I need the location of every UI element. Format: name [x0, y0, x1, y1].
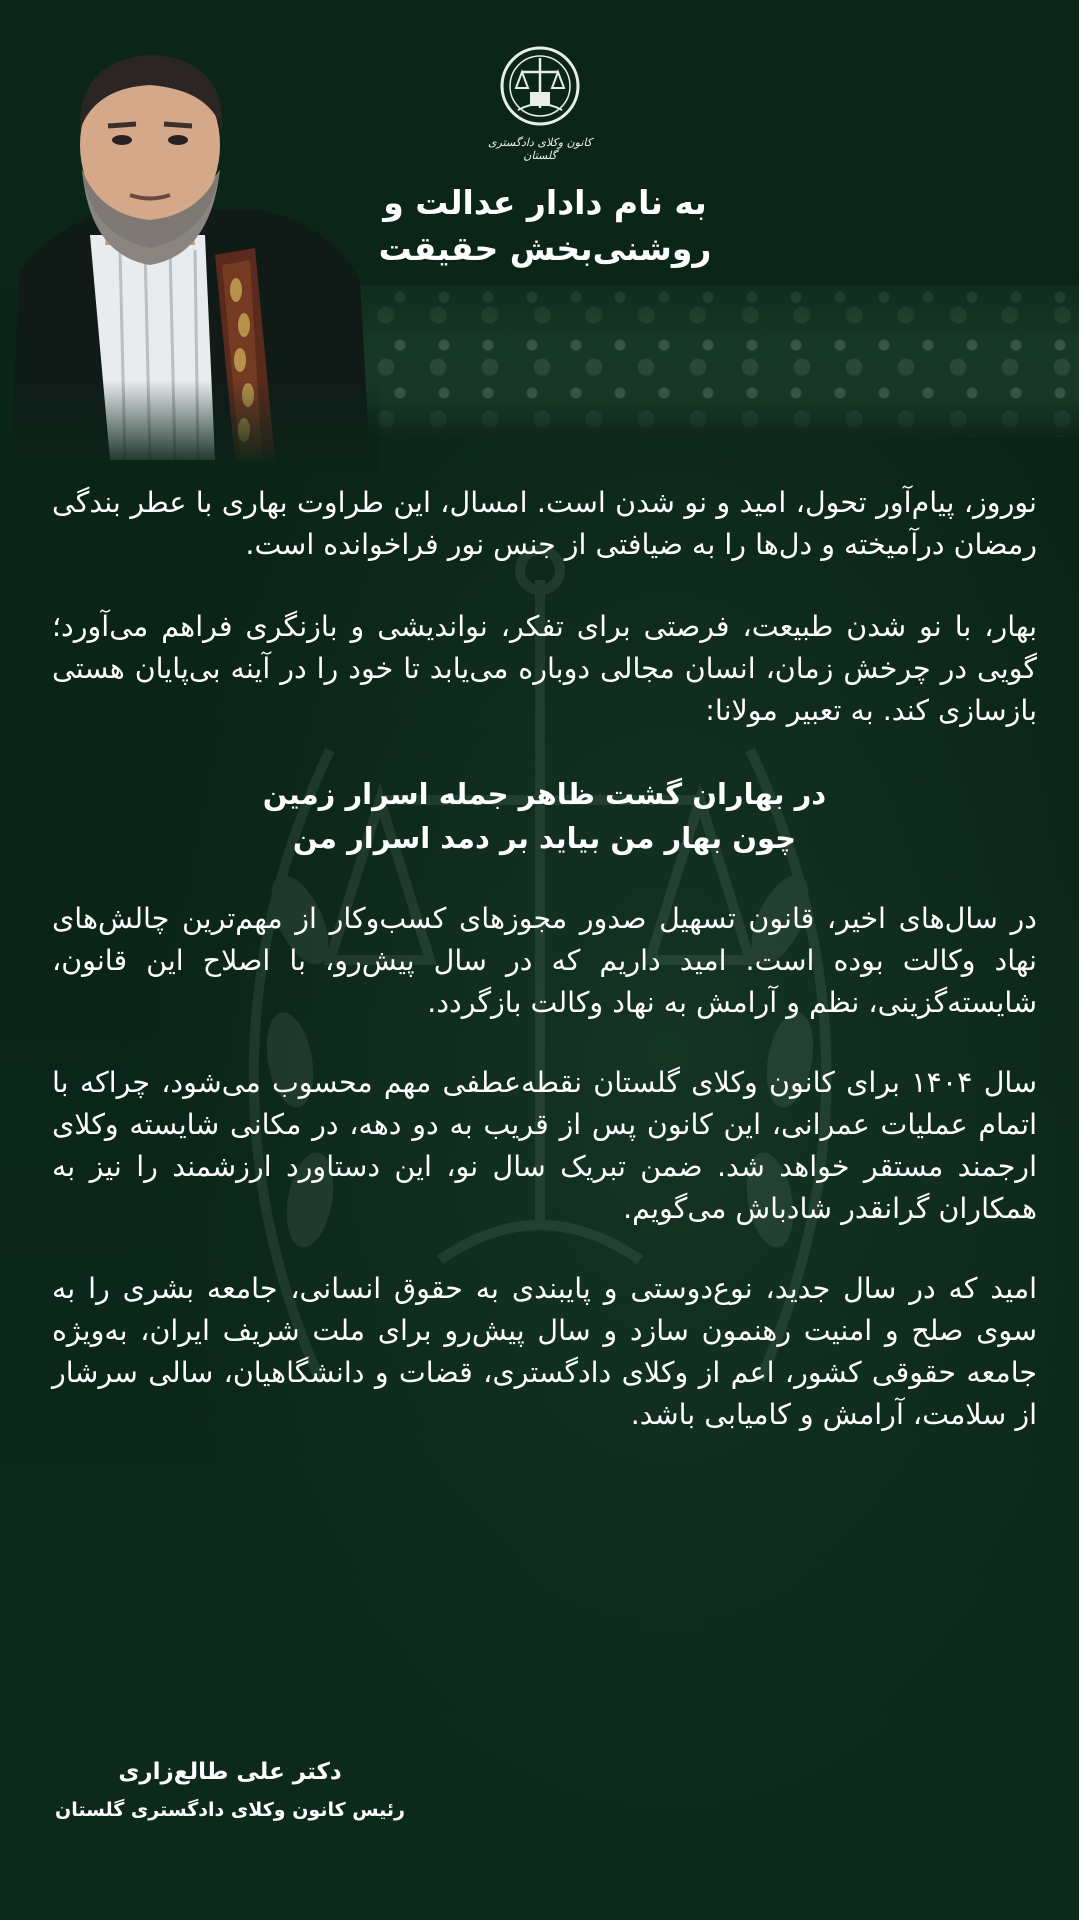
paragraph-5: امید که در سال جدید، نوع‌دوستی و پایبندی به حقوق انسانی، جامعه بشری را به سوی صلح و امنیت رهنمون سازد و سال پیش‌رو برای ملت شریف ایران، به‌ویژه جامعه حقوقی کشور، اعم از وکلای دادگستری، قضات و دانشگاهیان، سالی سرشار از سلامت، آرامش و کامیابی باشد. [52, 1272, 1037, 1431]
signature-block [40, 1752, 420, 1828]
poem-verse [52, 772, 1037, 860]
title-line-1: به نام دادار عدالت و [383, 183, 707, 222]
logo-caption: کانون وکلای دادگستری گلستان [487, 136, 593, 162]
title-line-2: روشنی‌بخش حقیقت [378, 229, 712, 268]
floral-band-overlay [300, 285, 1079, 437]
poem-line-1: در بهاران گشت ظاهر جمله اسرار زمین [262, 777, 827, 811]
signature-title: رئیس کانون وکلای دادگستری گلستان [55, 1799, 405, 1821]
paragraph-3: در سال‌های اخیر، قانون تسهیل صدور مجوزهای کسب‌وکار از مهم‌ترین چالش‌های نهاد وکالت بوده است. امید داریم که در سال پیش‌رو، با اصلاح این قانون، شایسته‌گزینی، نظم و آرامش به نهاد وکالت بازگردد. [52, 902, 1037, 1019]
signature-name: دکتر علی طالع‌زاری [118, 1759, 342, 1785]
paragraph-2: بهار، با نو شدن طبیعت، فرصتی برای تفکر، نواندیشی و بازنگری فراهم می‌آورد؛ گویی در چرخش زمان، انسان مجالی دوباره می‌یابد تا خود را در آینه بی‌پایان هستی بازسازی کند. به تعبیر مولانا: [52, 610, 1037, 727]
bar-association-logo [498, 44, 582, 128]
page-title [320, 180, 770, 272]
paragraph-1: نوروز، پیام‌آور تحول، امید و نو شدن است. امسال، این طراوت بهاری با عطر بندگی رمضان درآمیخته و دل‌ها را به ضیافتی از جنس نور فراخوانده است. [52, 486, 1037, 561]
paragraph-4: سال ۱۴۰۴ برای کانون وکلای گلستان نقطه‌عطفی مهم محسوب می‌شود، چراکه با اتمام عملیات عمرانی، این کانون پس از قریب به دو دهه، در مکانی شایسته وکلای ارجمند مستقر خواهد شد. ضمن تبریک سال نو، این دستاورد ارزشمند را نیز به همکاران گرانقدر شادباش می‌گویم. [52, 1066, 1037, 1225]
poem-line-2: چون بهار من بیاید بر دمد اسرار من [292, 821, 797, 855]
message-body [52, 482, 1037, 1436]
portrait-fade [0, 380, 380, 470]
